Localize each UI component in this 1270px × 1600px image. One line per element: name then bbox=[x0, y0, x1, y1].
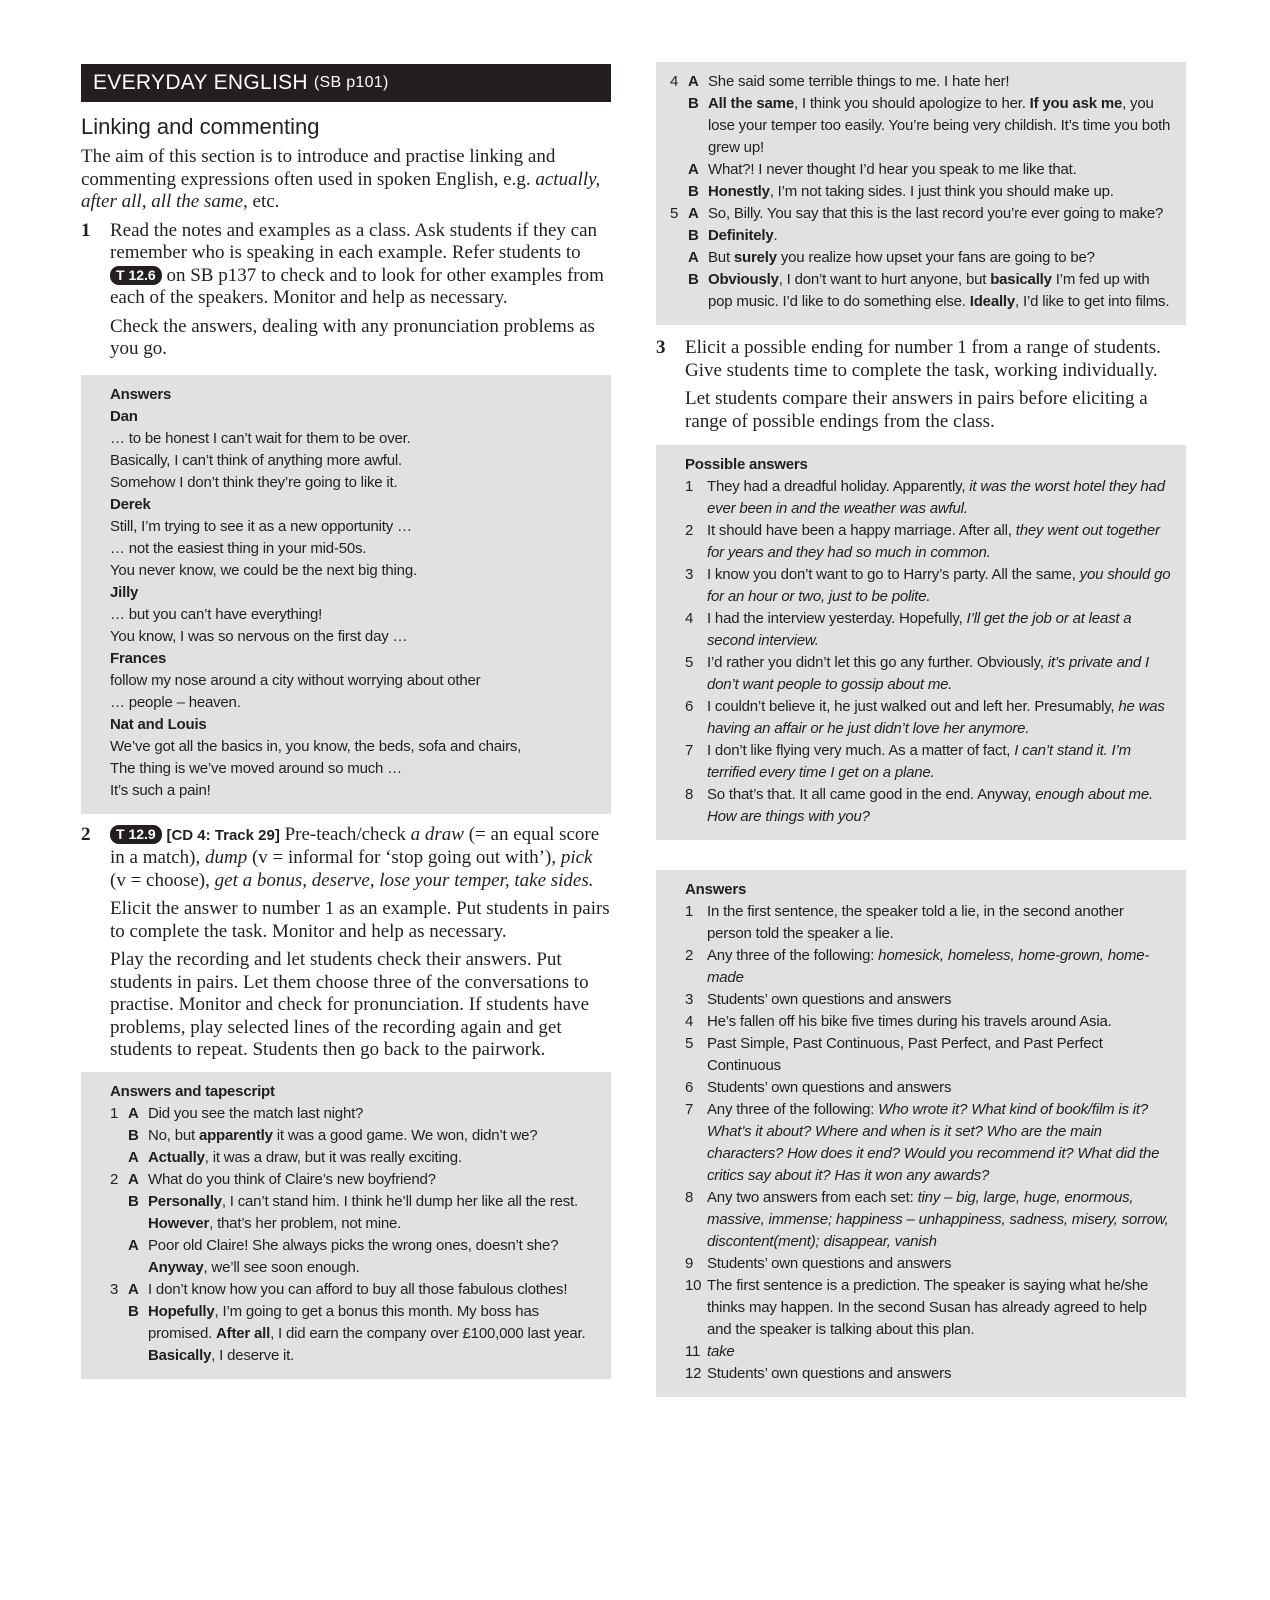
item-number: 2 bbox=[685, 947, 694, 964]
item-number: 7 bbox=[685, 1101, 694, 1118]
item-text: So that’s that. It all came good in the end. Anyway, enough about me. How are things with you? bbox=[707, 786, 1153, 825]
intro-paragraph: The aim of this section is to introduce and practise linking and commenting expressions often used in spoken English, e.g. actually, after all, all the same, etc. bbox=[81, 146, 601, 212]
dialogue-line bbox=[110, 1235, 597, 1279]
item-text: They had a dreadful holiday. Apparently, it was the worst hotel they had ever been in and the weather was awful. bbox=[707, 478, 1165, 517]
item-number: 7 bbox=[685, 742, 694, 759]
banner-title: EVERYDAY ENGLISH bbox=[93, 71, 308, 94]
line-text: She said some terrible things to me. I hate her! bbox=[708, 73, 1010, 90]
speaker-letter: B bbox=[688, 95, 699, 112]
answer-line: We’ve got all the basics in, you know, the beds, sofa and chairs, bbox=[110, 737, 522, 755]
speaker-letter: A bbox=[128, 1280, 139, 1298]
line-text: What do you think of Claire’s new boyfriend? bbox=[148, 1170, 436, 1188]
line-number: 1 bbox=[110, 1104, 119, 1122]
section-banner bbox=[81, 64, 611, 102]
dialogue-line bbox=[670, 71, 1172, 93]
speaker-letter: B bbox=[128, 1192, 139, 1210]
step-number: 3 bbox=[656, 337, 666, 358]
dialogue-line bbox=[670, 93, 1172, 159]
item-number: 12 bbox=[685, 1365, 702, 1382]
line-text: What?! I never thought I’d hear you speak to me like that. bbox=[708, 161, 1077, 178]
answers-box-2 bbox=[656, 870, 1186, 1397]
line-number bbox=[670, 269, 688, 313]
line-number bbox=[670, 181, 688, 203]
list-item bbox=[685, 1275, 1172, 1341]
line-number bbox=[110, 1147, 128, 1169]
possible-answers-title: Possible answers bbox=[685, 456, 808, 473]
item-number: 4 bbox=[685, 610, 694, 627]
speaker-letter: B bbox=[688, 227, 699, 244]
item-text: take bbox=[707, 1343, 735, 1360]
item-text: I know you don’t want to go to Harry’s party. All the same, you should go for an hour or two, just to be polite. bbox=[707, 566, 1171, 605]
step-2-paragraph: T 12.9 [CD 4: Track 29] Pre-teach/check a draw (= an equal score in a match), dump (v = informal for ‘stop going out with’), pick (v = choose), get a bonus, deserve, lose your temper, take sides. bbox=[110, 823, 600, 891]
line-number bbox=[110, 1235, 128, 1279]
line-number bbox=[670, 93, 688, 159]
section-title: Linking and commenting bbox=[81, 114, 320, 139]
line-number bbox=[110, 1191, 128, 1235]
dialogue-line bbox=[110, 1103, 597, 1125]
step-3-paragraph: Elicit a possible ending for number 1 from a range of students. Give students time to complete the task, working individually. bbox=[685, 337, 1161, 381]
step-1 bbox=[81, 220, 611, 367]
answer-line: Somehow I don’t think they’re going to like it. bbox=[110, 473, 398, 491]
dialogue-line bbox=[110, 1191, 597, 1235]
item-number: 5 bbox=[685, 654, 694, 671]
line-text: Hopefully, I’m going to get a bonus this month. My boss has promised. After all, I did earn the company over £100,000 last year. Basically, I deserve it. bbox=[148, 1302, 586, 1364]
line-text: Obviously, I don’t want to hurt anyone, but basically I’m fed up with pop music. I’d like to do something else. Ideally, I’d like to get into films. bbox=[708, 271, 1170, 310]
line-text: Poor old Claire! She always picks the wrong ones, doesn’t she? Anyway, we’ll see soon enough. bbox=[148, 1236, 559, 1276]
speaker-letter: A bbox=[688, 161, 699, 178]
answer-line: … people – heaven. bbox=[110, 693, 241, 711]
item-text: Any three of the following: homesick, homeless, home-grown, home-made bbox=[707, 947, 1150, 986]
dialogue-line bbox=[110, 1169, 597, 1191]
item-text: Students’ own questions and answers bbox=[707, 1255, 952, 1272]
list-item bbox=[685, 520, 1172, 564]
step-number: 1 bbox=[81, 219, 91, 241]
item-number: 1 bbox=[685, 478, 694, 495]
dialogue-line bbox=[670, 247, 1172, 269]
line-text: So, Billy. You say that this is the last record you’re ever going to make? bbox=[708, 205, 1164, 222]
list-item bbox=[685, 1187, 1172, 1253]
step-3-compare: Let students compare their answers in pairs before eliciting a range of possible endings from the class. bbox=[685, 388, 1148, 432]
dialogue-line bbox=[670, 269, 1172, 313]
step-1-check: Check the answers, dealing with any pronunciation problems as you go. bbox=[110, 315, 595, 359]
list-item bbox=[685, 740, 1172, 784]
answers-title: Answers bbox=[685, 881, 747, 898]
list-item bbox=[685, 1253, 1172, 1275]
right-column bbox=[656, 62, 1186, 1397]
line-text: Actually, it was a draw, but it was really exciting. bbox=[148, 1148, 462, 1166]
line-text: Honestly, I’m not taking sides. I just think you should make up. bbox=[708, 183, 1114, 200]
dialogue-line bbox=[670, 225, 1172, 247]
list-item bbox=[685, 564, 1172, 608]
line-text: Did you see the match last night? bbox=[148, 1104, 364, 1122]
answer-line: … to be honest I can’t wait for them to be over. bbox=[110, 429, 411, 447]
answers-title: Answers bbox=[110, 385, 172, 403]
track-badge[interactable]: T 12.6 bbox=[110, 266, 162, 285]
dialogue-line bbox=[670, 181, 1172, 203]
step-2 bbox=[81, 824, 611, 1068]
possible-answers-box bbox=[656, 445, 1186, 840]
line-number bbox=[110, 1125, 128, 1147]
item-text: I couldn’t believe it, he just walked out and left her. Presumably, he was having an affair or he just didn’t love her anymore. bbox=[707, 698, 1165, 737]
line-text: No, but apparently it was a good game. We won, didn’t we? bbox=[148, 1126, 538, 1144]
item-number: 4 bbox=[685, 1013, 694, 1030]
line-number: 5 bbox=[670, 205, 679, 222]
speaker-letter: A bbox=[128, 1148, 139, 1166]
speaker-letter: B bbox=[128, 1126, 139, 1144]
item-text: Any three of the following: Who wrote it? What kind of book/film is it? What’s it about? Where and when is it set? Who are the main characters? How does it end? Would you recommend it? What did the critics say about it? Has it won any awards? bbox=[707, 1101, 1160, 1184]
banner-ref: (SB p101) bbox=[313, 74, 389, 91]
answer-line: You never know, we could be the next big thing. bbox=[110, 561, 417, 579]
line-text: All the same, I think you should apologize to her. If you ask me, you lose your temper too easily. You’re being very childish. It’s time you both grew up! bbox=[708, 95, 1171, 156]
list-item bbox=[685, 945, 1172, 989]
answer-line: follow my nose around a city without worrying about other bbox=[110, 671, 481, 689]
speaker-name: Derek bbox=[110, 495, 151, 513]
line-number bbox=[670, 225, 688, 247]
item-text: Students’ own questions and answers bbox=[707, 1079, 952, 1096]
speaker-letter: A bbox=[688, 249, 699, 266]
line-number: 4 bbox=[670, 73, 679, 90]
answer-line: … not the easiest thing in your mid-50s. bbox=[110, 539, 367, 557]
list-item bbox=[685, 989, 1172, 1011]
left-column bbox=[81, 64, 611, 1379]
answer-line: It’s such a pain! bbox=[110, 781, 211, 799]
dialogue-line bbox=[110, 1125, 597, 1147]
answer-line: … but you can’t have everything! bbox=[110, 605, 323, 623]
list-item bbox=[685, 652, 1172, 696]
item-number: 6 bbox=[685, 1079, 694, 1096]
line-text: Definitely. bbox=[708, 227, 778, 244]
step-2-play: Play the recording and let students check their answers. Put students in pairs. Let them choose three of the conversations to practise. Monitor and check for pronunciation. If students have problems, play selected lines of the recording again and get students to repeat. Students then go back to the pairwork. bbox=[110, 949, 590, 1060]
item-number: 3 bbox=[685, 566, 694, 583]
line-number bbox=[670, 159, 688, 181]
speaker-name: Jilly bbox=[110, 583, 139, 601]
item-text: Students’ own questions and answers bbox=[707, 1365, 952, 1382]
line-text: Personally, I can’t stand him. I think he’ll dump her like all the rest. However, that’s her problem, not mine. bbox=[148, 1192, 578, 1232]
line-text: But surely you realize how upset your fans are going to be? bbox=[708, 249, 1095, 266]
answer-line: Basically, I can’t think of anything more awful. bbox=[110, 451, 402, 469]
list-item bbox=[685, 476, 1172, 520]
dialogue-line bbox=[670, 203, 1172, 225]
answer-line: The thing is we’ve moved around so much … bbox=[110, 759, 402, 777]
speaker-name: Dan bbox=[110, 407, 138, 425]
item-number: 5 bbox=[685, 1035, 694, 1052]
line-number: 3 bbox=[110, 1280, 119, 1298]
list-item bbox=[685, 1099, 1172, 1187]
list-item bbox=[685, 1341, 1172, 1363]
speaker-name: Nat and Louis bbox=[110, 715, 207, 733]
speaker-letter: B bbox=[688, 183, 699, 200]
answers-box-1 bbox=[81, 375, 611, 814]
speaker-letter: B bbox=[128, 1302, 139, 1320]
dialogue-line bbox=[110, 1147, 597, 1169]
track-badge[interactable]: T 12.9 bbox=[110, 825, 162, 844]
item-number: 8 bbox=[685, 786, 694, 803]
list-item bbox=[685, 784, 1172, 828]
item-text: I don’t like flying very much. As a matter of fact, I can’t stand it. I’m terrified every time I get on a plane. bbox=[707, 742, 1131, 781]
item-text: I had the interview yesterday. Hopefully, I’ll get the job or at least a second interview. bbox=[707, 610, 1132, 649]
speaker-letter: A bbox=[688, 73, 699, 90]
list-item bbox=[685, 1077, 1172, 1099]
step-1-paragraph: Read the notes and examples as a class. Ask students if they can remember who is speaking in each example. Refer students to T 12.6 on SB p137 to check and to look for other examples from each of the speakers. Monitor and help as necessary. bbox=[110, 219, 604, 308]
list-item bbox=[685, 1033, 1172, 1077]
item-number: 3 bbox=[685, 991, 694, 1008]
answer-line: Still, I’m trying to see it as a new opportunity … bbox=[110, 517, 412, 535]
answer-line: You know, I was so nervous on the first day … bbox=[110, 627, 408, 645]
item-text: The first sentence is a prediction. The speaker is saying what he/she thinks may happen. In the second Susan has already agreed to help and the speaker is talking about this plan. bbox=[707, 1277, 1149, 1338]
speaker-name: Frances bbox=[110, 649, 167, 667]
item-number: 1 bbox=[685, 903, 694, 920]
item-text: Any two answers from each set: tiny – big, large, huge, enormous, massive, immense; happiness – unhappiness, sadness, misery, sorrow, discontent(ment); disappear, vanish bbox=[707, 1189, 1169, 1250]
line-number: 2 bbox=[110, 1170, 119, 1188]
list-item bbox=[685, 1011, 1172, 1033]
step-2-elicit: Elicit the answer to number 1 as an example. Put students in pairs to complete the task. Monitor and help as necessary. bbox=[110, 898, 610, 942]
speaker-letter: A bbox=[128, 1236, 139, 1254]
item-number: 2 bbox=[685, 522, 694, 539]
dialogue-line bbox=[110, 1279, 597, 1301]
list-item bbox=[685, 608, 1172, 652]
tapescript-box-continued bbox=[656, 62, 1186, 325]
list-item bbox=[685, 696, 1172, 740]
item-text: I’d rather you didn’t let this go any further. Obviously, it’s private and I don’t want people to gossip about me. bbox=[707, 654, 1149, 693]
item-number: 9 bbox=[685, 1255, 694, 1272]
line-number bbox=[110, 1301, 128, 1367]
item-number: 6 bbox=[685, 698, 694, 715]
tapescript-box bbox=[81, 1072, 611, 1379]
tapescript-title: Answers and tapescript bbox=[110, 1082, 275, 1100]
item-number: 11 bbox=[685, 1343, 701, 1360]
step-3 bbox=[656, 337, 1186, 439]
list-item bbox=[685, 901, 1172, 945]
item-number: 10 bbox=[685, 1277, 702, 1294]
speaker-letter: A bbox=[128, 1104, 139, 1122]
item-text: Students’ own questions and answers bbox=[707, 991, 952, 1008]
dialogue-line bbox=[110, 1301, 597, 1367]
line-text: I don’t know how you can afford to buy all those fabulous clothes! bbox=[148, 1280, 568, 1298]
cd-track: [CD 4: Track 29] bbox=[166, 826, 280, 844]
item-text: Past Simple, Past Continuous, Past Perfect, and Past Perfect Continuous bbox=[707, 1035, 1103, 1074]
speaker-letter: A bbox=[688, 205, 699, 222]
item-text: In the first sentence, the speaker told a lie, in the second another person told the speaker a lie. bbox=[707, 903, 1124, 942]
item-text: He’s fallen off his bike five times during his travels around Asia. bbox=[707, 1013, 1112, 1030]
speaker-letter: A bbox=[128, 1170, 139, 1188]
dialogue-line bbox=[670, 159, 1172, 181]
item-text: It should have been a happy marriage. After all, they went out together for years and they had so much in common. bbox=[707, 522, 1160, 561]
speaker-letter: B bbox=[688, 271, 699, 288]
line-number bbox=[670, 247, 688, 269]
step-number: 2 bbox=[81, 823, 91, 845]
list-item bbox=[685, 1363, 1172, 1385]
item-number: 8 bbox=[685, 1189, 694, 1206]
